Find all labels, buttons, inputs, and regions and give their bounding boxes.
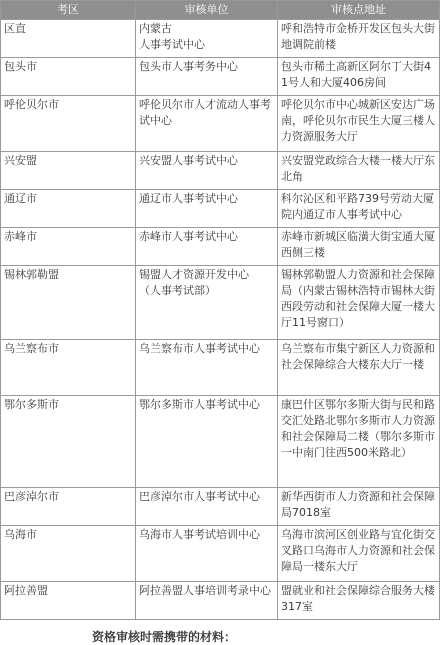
cell-address: 呼和浩特市金桥开发区包头大街地调院前楼 bbox=[278, 20, 440, 58]
table-row bbox=[1, 228, 440, 266]
cell-region: 锡林郭勒盟 bbox=[1, 266, 136, 340]
cell-address: 兴安盟党政综合大楼一楼大厅东北角 bbox=[278, 152, 440, 190]
cell-address: 乌海市滨河区创业路与宜化街交叉路口乌海市人力资源和社会保障局一楼东大厅 bbox=[278, 526, 440, 582]
cell-address: 赤峰市新城区临潢大街宝通大厦西侧三楼 bbox=[278, 228, 440, 266]
cell-address: 康巴什区鄂尔多斯大街与民和路交汇处路北鄂尔多斯市人力资源和社会保障局二楼（鄂尔多斯市一中南门往西500米路北） bbox=[278, 396, 440, 488]
table-row bbox=[1, 152, 440, 190]
cell-address: 包头市稀土高新区阿尔丁大街41号人和大厦406房间 bbox=[278, 58, 440, 96]
table-row bbox=[1, 20, 440, 58]
cell-unit: 呼伦贝尔市人才流动人事考试中心 bbox=[136, 96, 278, 152]
cell-region: 兴安盟 bbox=[1, 152, 136, 190]
cell-address: 盟就业和社会保障综合服务大楼317室 bbox=[278, 582, 440, 620]
table-row bbox=[1, 340, 440, 396]
cell-region: 乌兰察布市 bbox=[1, 340, 136, 396]
cell-address: 锡林郭勒盟人力资源和社会保障局（内蒙古锡林浩特市锡林大街西段劳动和社会保障大厦一楼大厅11号窗口） bbox=[278, 266, 440, 340]
table-header-row bbox=[1, 1, 440, 20]
cell-unit: 赤峰市人事考试中心 bbox=[136, 228, 278, 266]
table-row bbox=[1, 582, 440, 620]
cell-unit: 兴安盟人事考试中心 bbox=[136, 152, 278, 190]
cell-unit: 包头市人事考务中心 bbox=[136, 58, 278, 96]
table-row bbox=[1, 96, 440, 152]
cell-address: 科尔沁区和平路739号劳动大厦院内通辽市人事考试中心 bbox=[278, 190, 440, 228]
cell-unit: 乌海市人事考试培训中心 bbox=[136, 526, 278, 582]
cell-region: 通辽市 bbox=[1, 190, 136, 228]
cell-address: 乌兰察布市集宁新区人力资源和社会保障综合大楼东大厅一楼 bbox=[278, 340, 440, 396]
cell-unit: 巴彦淖尔市人事考试中心 bbox=[136, 488, 278, 526]
cell-unit: 阿拉善盟人事培训考录中心 bbox=[136, 582, 278, 620]
cell-unit: 内蒙古 人事考试中心 bbox=[136, 20, 278, 58]
table-row bbox=[1, 58, 440, 96]
cell-region: 阿拉善盟 bbox=[1, 582, 136, 620]
table-row bbox=[1, 526, 440, 582]
cell-unit: 锡盟人才资源开发中心 （人事考试部） bbox=[136, 266, 278, 340]
table-row bbox=[1, 190, 440, 228]
table-row bbox=[1, 266, 440, 340]
cell-region: 巴彦淖尔市 bbox=[1, 488, 136, 526]
footer-note: 资格审核时需携带的材料： bbox=[92, 630, 237, 644]
header-unit: 审核单位 bbox=[136, 1, 278, 20]
cell-region: 赤峰市 bbox=[1, 228, 136, 266]
cell-address: 新华西街市人力资源和社会保障局7018室 bbox=[278, 488, 440, 526]
cell-region: 区直 bbox=[1, 20, 136, 58]
header-address: 审核点地址 bbox=[278, 1, 440, 20]
cell-region: 包头市 bbox=[1, 58, 136, 96]
cell-unit: 鄂尔多斯市人事考试中心 bbox=[136, 396, 278, 488]
cell-region: 乌海市 bbox=[1, 526, 136, 582]
cell-region: 鄂尔多斯市 bbox=[1, 396, 136, 488]
cell-address: 呼伦贝尔市中心城新区安达广场南，呼伦贝尔市民生大厦三楼人力资源服务大厅 bbox=[278, 96, 440, 152]
cell-region: 呼伦贝尔市 bbox=[1, 96, 136, 152]
cell-unit: 通辽市人事考试中心 bbox=[136, 190, 278, 228]
table-row bbox=[1, 396, 440, 488]
table-row bbox=[1, 488, 440, 526]
cell-unit: 乌兰察布市人事考试中心 bbox=[136, 340, 278, 396]
header-region: 考区 bbox=[1, 1, 136, 20]
